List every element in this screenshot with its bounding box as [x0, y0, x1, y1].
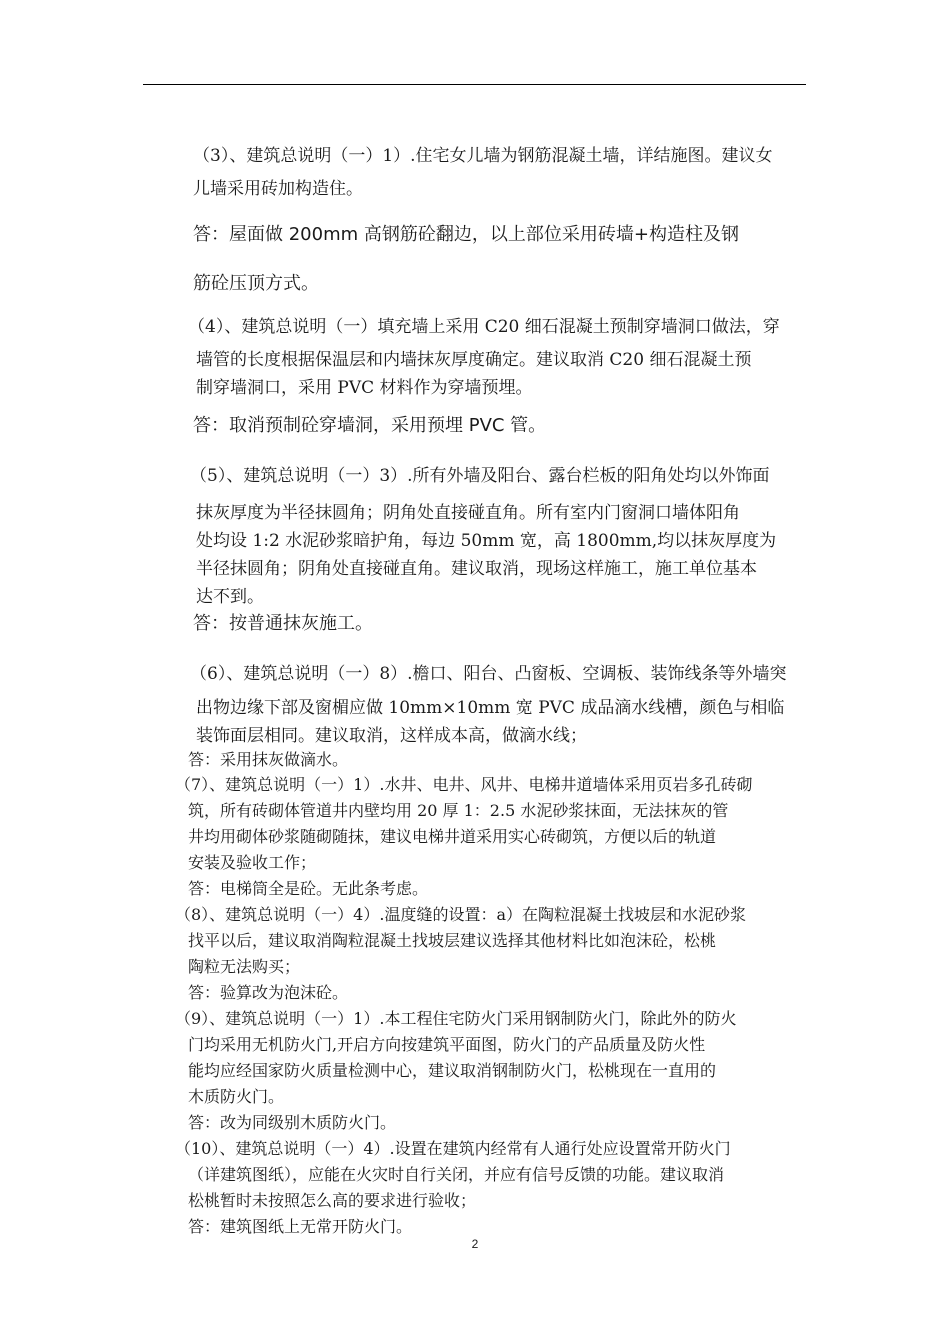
text-line: 出物边缘下部及窗楣应做 10mm×10mm 宽 PVC 成品滴水线槽，颜色与相临 — [196, 698, 785, 718]
text-line: （9）、建筑总说明（一）1）.本工程住宅防火门采用钢制防火门，除此外的防火 — [175, 1009, 737, 1028]
text-line: 答：验算改为泡沫砼。 — [188, 983, 349, 1002]
text-line: 答：电梯筒全是砼。无此条考虑。 — [188, 879, 429, 898]
text-line: 装饰面层相同。建议取消，这样成本高，做滴水线； — [196, 726, 587, 746]
text-line: 制穿墙洞口，采用 PVC 材料作为穿墙预埋。 — [196, 378, 533, 398]
answer-5 — [193, 610, 373, 638]
text-line: 抹灰厚度为半径抹圆角；阴角处直接碰直角。所有室内门窗洞口墙体阳角 — [196, 503, 740, 523]
text-line: 找平以后，建议取消陶粒混凝土找坡层建议选择其他材料比如泡沫砼，松桃 — [188, 931, 717, 950]
text-line: 半径抹圆角；阴角处直接碰直角。建议取消，现场这样施工，施工单位基本 — [196, 559, 757, 579]
text-line: （6）、建筑总说明（一）8）.檐口、阳台、凸窗板、空调板、装饰线条等外墙突 — [190, 664, 787, 684]
text-line: 松桃暂时未按照怎么高的要求进行验收； — [188, 1191, 477, 1210]
text-line: （5）、建筑总说明（一）3）.所有外墙及阳台、露台栏板的阳角处均以外饰面 — [190, 466, 770, 486]
text-line: 墙管的长度根据保温层和内墙抹灰厚度确定。建议取消 C20 细石混凝土预 — [196, 350, 752, 370]
text-line: 达不到。 — [196, 587, 264, 607]
answer-7 — [188, 876, 428, 902]
text-line: 筑，所有砖砌体管道井内壁均用 20 厚 1：2.5 水泥砂浆抹面，无法抹灰的管 — [188, 801, 729, 820]
text-line: 井均用砌体砂浆随砌随抹，建议电梯井道采用实心砖砌筑，方便以后的轨道 — [188, 827, 717, 846]
text-line: 筋砼压顶方式。 — [193, 273, 319, 294]
text-line: 门均采用无机防火门,开启方向按建筑平面图，防火门的产品质量及防火性 — [188, 1035, 706, 1054]
text-line: 处均设 1:2 水泥砂浆暗护角，每边 50mm 宽，高 1800mm,均以抹灰厚度为 — [196, 531, 777, 551]
text-line: （7）、建筑总说明（一）1）.水井、电井、风井、电梯井道墙体采用页岩多孔砖砌 — [175, 775, 753, 794]
question-3 — [193, 140, 773, 206]
text-line: 能均应经国家防火质量检测中心，建议取消钢制防火门，松桃现在一直用的 — [188, 1061, 717, 1080]
text-line: 答：按普通抹灰施工。 — [193, 613, 373, 634]
text-line: 答：采用抹灰做滴水。 — [188, 750, 349, 769]
text-line: 答：屋面做 200mm 高钢筋砼翻边，以上部位采用砖墙+构造柱及钢 — [193, 224, 739, 245]
answer-6 — [188, 746, 348, 774]
text-line: （4）、建筑总说明（一）填充墙上采用 C20 细石混凝土预制穿墙洞口做法，穿 — [188, 317, 780, 337]
question-10 — [175, 1136, 731, 1214]
answer-4 — [193, 412, 546, 440]
text-line: 答：建筑图纸上无常开防火门。 — [188, 1217, 413, 1236]
text-line: （3）、建筑总说明（一）1）.住宅女儿墙为钢筋混凝土墙，详结施图。建议女 — [193, 146, 773, 166]
question-6 — [190, 660, 787, 750]
question-5 — [190, 462, 776, 611]
page-number: 2 — [471, 1237, 479, 1251]
question-8 — [175, 902, 746, 980]
text-line: 陶粒无法购买； — [188, 957, 301, 976]
question-4 — [188, 313, 780, 402]
text-line: （10）、建筑总说明（一）4）.设置在建筑内经常有人通行处应设置常开防火门 — [175, 1139, 731, 1158]
answer-3 — [193, 210, 739, 308]
question-9 — [175, 1006, 736, 1110]
header-rule — [143, 84, 806, 85]
text-line: 儿墙采用砖加构造住。 — [193, 179, 363, 199]
text-line: （详建筑图纸），应能在火灾时自行关闭，并应有信号反馈的功能。建议取消 — [188, 1165, 725, 1184]
answer-8 — [188, 980, 348, 1006]
text-line: 木质防火门。 — [188, 1087, 285, 1106]
text-line: （8）、建筑总说明（一）4）.温度缝的设置：a）在陶粒混凝土找坡层和水泥砂浆 — [175, 905, 746, 924]
question-7 — [175, 772, 752, 876]
answer-9 — [188, 1110, 396, 1136]
text-line: 安装及验收工作； — [188, 853, 317, 872]
text-line: 答：改为同级别木质防火门。 — [188, 1113, 397, 1132]
text-line: 答：取消预制砼穿墙洞，采用预埋 PVC 管。 — [193, 415, 547, 436]
